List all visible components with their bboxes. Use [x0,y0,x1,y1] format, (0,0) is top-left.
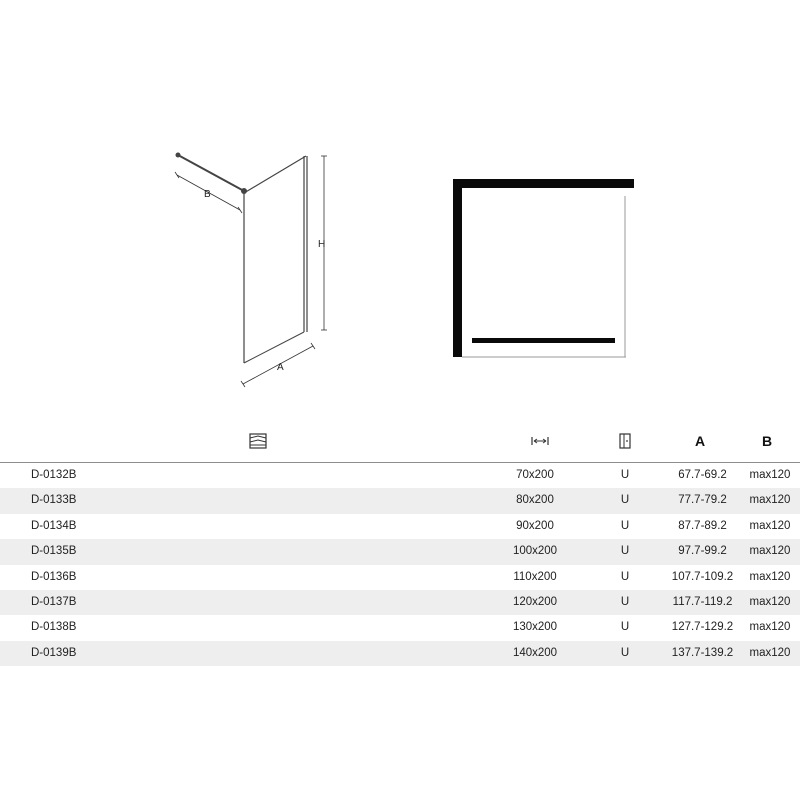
dimension-a-value: 97.7-99.2 [678,545,727,558]
dimension-b-value: max120 [749,469,791,481]
table-row [0,514,800,539]
header-a: A [694,433,706,449]
table-row [0,539,800,564]
dimension-h-label: H [318,239,326,250]
panel-size: 80x200 [516,494,554,507]
panel-size: 140x200 [512,646,558,659]
panel-size: 120x200 [512,595,558,608]
table-header [0,420,800,463]
panel-type: U [620,519,630,532]
plan-glass-panel [472,338,615,343]
panel-size: 70x200 [516,469,554,481]
table-row [0,615,800,640]
table-row [0,565,800,590]
dimension-b-value: max120 [749,595,791,608]
model-code: D-0132B [31,469,77,481]
product-icon [242,420,274,462]
plan-wall-top [453,179,634,188]
dimension-a-value: 107.7-109.2 [671,570,734,583]
dimension-a-value: 117.7-119.2 [672,595,733,608]
model-code: D-0135B [31,545,77,558]
table-row [0,488,800,513]
model-code: D-0137B [31,595,77,608]
panel-type: U [620,494,630,507]
model-code: D-0136B [31,570,77,583]
dimension-b-value: max120 [749,621,791,634]
table-row [0,590,800,615]
header-b: B [761,433,773,449]
door-type-icon [612,420,638,462]
table-row [0,641,800,666]
panel-size: 100x200 [512,545,558,558]
panel-type: U [620,545,630,558]
panel-type: U [620,469,630,481]
dimension-b-value: max120 [749,494,791,507]
specification-table [0,420,800,666]
dimension-a-value: 77.7-79.2 [678,494,727,507]
panel-type: U [620,621,630,634]
dimension-a-value: 87.7-89.2 [678,519,727,532]
panel-type: U [620,595,630,608]
dimension-b-label: B [204,189,211,200]
panel-size: 110x200 [513,570,557,583]
model-code: D-0139B [31,646,77,659]
dimension-b-value: max120 [749,646,791,659]
dimension-a-label: A [277,362,284,373]
panel-size: 90x200 [516,519,554,532]
model-code: D-0133B [31,494,77,507]
panel-type: U [620,570,630,583]
width-height-icon [525,420,555,462]
panel-type: U [620,646,630,659]
dimension-a-value: 67.7-69.2 [678,469,727,481]
model-code: D-0134B [31,519,77,532]
table-row [0,463,800,488]
dimension-a-value: 137.7-139.2 [671,646,734,659]
dimension-b-value: max120 [749,519,791,532]
plan-wall-left [453,179,462,357]
dimension-a-value: 127.7-129.2 [671,621,734,634]
model-code: D-0138B [31,621,77,634]
dimension-b-value: max120 [749,570,791,583]
dimension-b-value: max120 [749,545,791,558]
panel-size: 130x200 [512,621,558,634]
